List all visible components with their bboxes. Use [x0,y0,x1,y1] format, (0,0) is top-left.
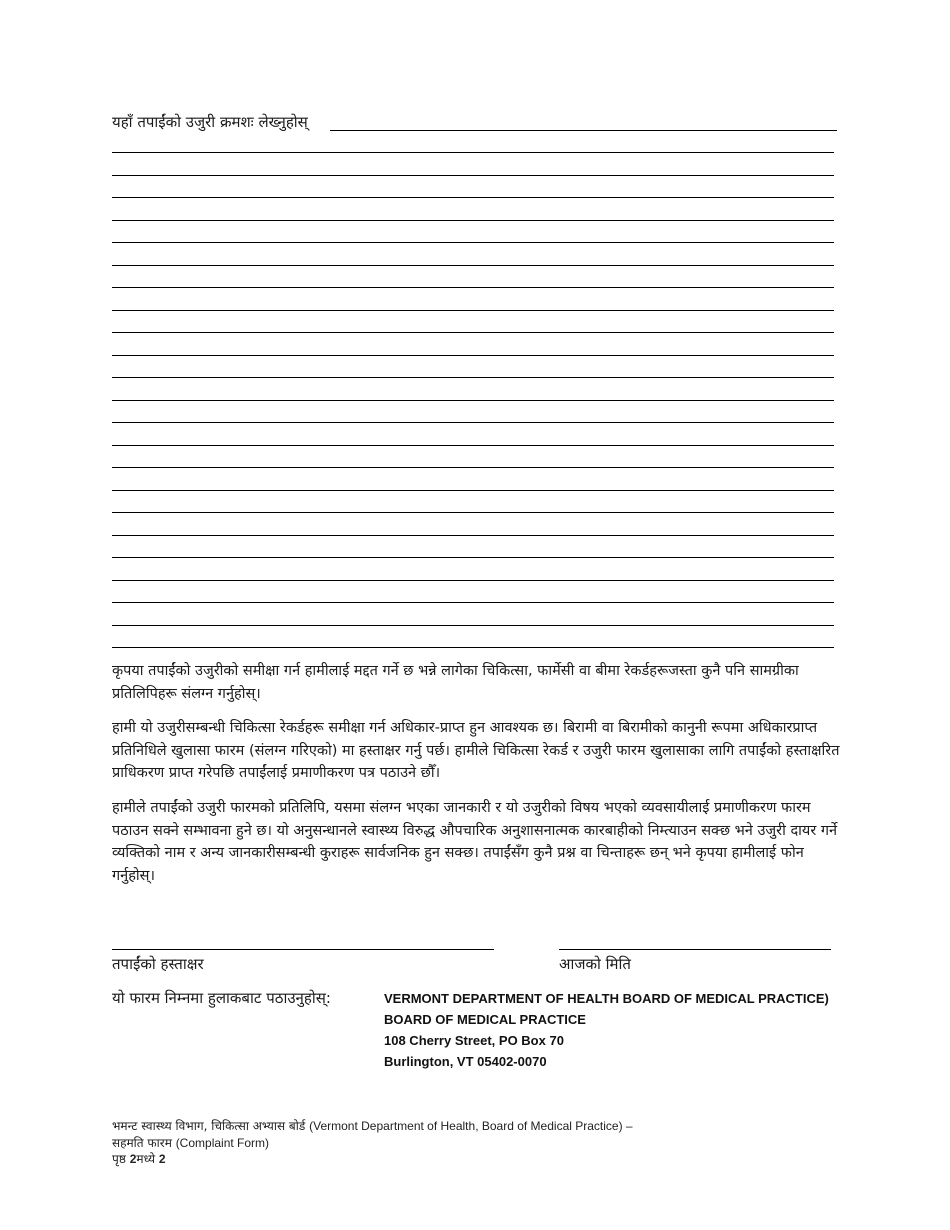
complaint-prompt-label: यहाँ तपाईंको उजुरी क्रमशः लेख्नुहोस् [112,113,308,131]
address-line: VERMONT DEPARTMENT OF HEALTH BOARD OF MEDICAL PRACTICE) [384,991,829,1006]
writing-line[interactable] [112,242,834,243]
writing-line[interactable] [112,400,834,401]
date-label: आजको मिति [559,955,631,973]
writing-line[interactable] [112,445,834,446]
complaint-prompt-row [112,112,837,132]
writing-line[interactable] [112,197,834,198]
writing-line[interactable] [112,580,834,581]
address-line: BOARD OF MEDICAL PRACTICE [384,1012,586,1027]
writing-line[interactable] [112,152,834,153]
writing-line[interactable] [112,287,834,288]
footer-form-en: (Complaint Form) [175,1135,270,1150]
writing-line[interactable] [112,467,834,468]
date-line[interactable] [559,949,831,950]
writing-line[interactable] [112,625,834,626]
signature-label: तपाईंको हस्ताक्षर [112,955,204,973]
writing-line[interactable] [112,265,834,266]
writing-line[interactable] [112,377,834,378]
footer-dept-en: (Vermont Department of Health, Board of Medical Practice) – [309,1119,633,1133]
mailing-address [384,988,829,1072]
page-current: 2 [129,1152,137,1166]
page-number [112,1151,633,1168]
attach-records-paragraph: कृपया तपाईंको उजुरीको समीक्षा गर्न हामीलाई मद्दत गर्ने छ भन्ने लागेका चिकित्सा, फार्मेसी वा बीमा रेकर्डहरूजस्ता कुनै पनि सामग्रीका प्रतिलिपिहरू संलग्न गर्नुहोस्। [112,663,799,702]
disclosure-paragraph: हामीले तपाईंको उजुरी फारमको प्रतिलिपि, यसमा संलग्न भएका जानकारी र यो उजुरीको विषय भएको व्यवसायीलाई प्रमाणीकरण फारम पठाउन सक्ने सम्भावना हुने छ। यो अनुसन्धानले स्वास्थ्य विरुद्ध औपचारिक अनुशासनात्मक कारबाहीको निम्त्याउन सक्छ भने उजुरी दायर गर्ने व्यक्तिको नाम र अन्य जानकारीसम्बन्धी कुराहरू सार्वजनिक हुन सक्छ। तपाईंसँग कुनै प्रश्न वा चिन्ताहरू छन् भने कृपया हामीलाई फोन गर्नुहोस्। [112,800,838,884]
mailing-instruction: यो फारम निम्नमा हुलाकबाट पठाउनुहोस्: [112,989,331,1007]
writing-line[interactable] [112,490,834,491]
writing-line[interactable] [112,422,834,423]
page-total: 2 [158,1152,166,1166]
writing-line[interactable] [112,602,834,603]
writing-line[interactable] [112,557,834,558]
writing-line[interactable] [112,332,834,333]
page-footer [112,1118,633,1168]
footer-dept-np: भमन्ट स्वास्थ्य विभाग, चिकित्सा अभ्यास बोर्ड [112,1119,310,1133]
writing-line[interactable] [112,175,834,176]
address-line: 108 Cherry Street, PO Box 70 [384,1033,564,1048]
complaint-first-line[interactable] [330,130,837,131]
writing-line[interactable] [112,535,834,536]
address-line: Burlington, VT 05402-0070 [384,1054,547,1069]
writing-line[interactable] [112,220,834,221]
writing-line[interactable] [112,647,834,648]
footer-line-2 [112,1135,633,1152]
signature-line[interactable] [112,949,494,950]
writing-line[interactable] [112,355,834,356]
writing-line[interactable] [112,512,834,513]
authorization-paragraph: हामी यो उजुरीसम्बन्धी चिकित्सा रेकर्डहरू समीक्षा गर्न अधिकार-प्राप्त हुन आवश्यक छ। बिरामी वा बिरामीको कानुनी रूपमा अधिकारप्राप्त प्रतिनिधिले खुलासा फारम (संलग्न गरिएको) मा हस्ताक्षर गर्नु पर्छ। हामीले चिकित्सा रेकर्ड र उजुरी फारम खुलासाका लागि तपाईंको हस्ताक्षरित प्राधिकरण प्राप्त गरेपछि तपाईंलाई प्रमाणीकरण पत्र पठाउने छौँ। [112,720,840,781]
footer-line-1 [112,1118,633,1135]
page-of-label: मध्ये [136,1152,159,1166]
page-label: पृष्ठ [112,1152,130,1166]
writing-line[interactable] [112,310,834,311]
footer-form-np: सहमति फारम [112,1135,176,1150]
